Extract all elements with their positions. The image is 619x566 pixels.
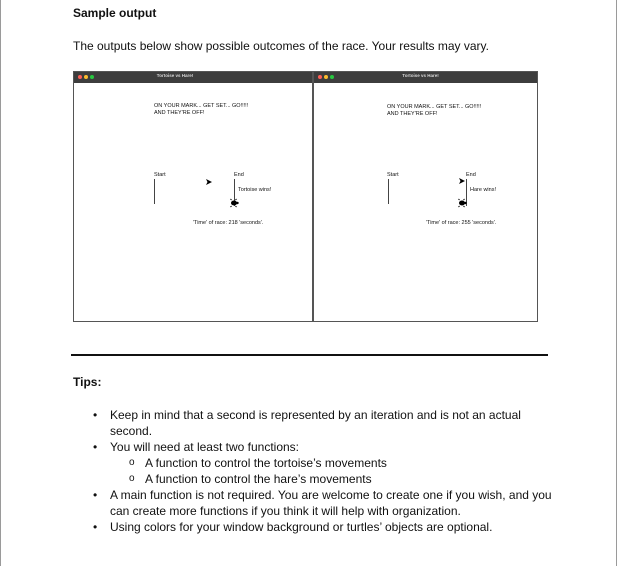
bullet-icon: • xyxy=(93,520,98,534)
tip-text: Using colors for your window background or turtles’ objects are optional. xyxy=(110,520,493,534)
race-start-line2: AND THEY'RE OFF! xyxy=(154,110,205,116)
tip-text: A main function is not required. You are welcome to create one if you wish, and you can create more functions if you think it will help with organization. xyxy=(110,488,552,518)
winner-message: Hare wins! xyxy=(470,187,496,193)
start-label: Start xyxy=(154,172,166,178)
end-label: End xyxy=(234,172,244,178)
tip-text: A function to control the hare’s movements xyxy=(145,472,372,486)
start-line xyxy=(388,179,389,204)
tip-text: Keep in mind that a second is represented by an iteration and is not an actual second. xyxy=(110,408,521,438)
race-start-line1: ON YOUR MARK... GET SET... GO!!!!! xyxy=(387,104,482,110)
window-titlebar xyxy=(314,72,537,83)
circle-bullet-icon: o xyxy=(129,473,135,484)
page-edge-left xyxy=(0,0,1,566)
tips-list xyxy=(93,407,553,535)
sub-list-item xyxy=(93,471,553,487)
bullet-icon: • xyxy=(93,488,98,502)
list-item xyxy=(93,519,553,535)
tip-text: You will need at least two functions: xyxy=(110,440,300,454)
race-time: 'Time' of race: 255 'seconds'. xyxy=(426,220,497,226)
list-item xyxy=(93,439,553,455)
window-title: Tortoise vs Hare! xyxy=(156,73,194,78)
window-title: Tortoise vs Hare! xyxy=(402,73,439,78)
circle-bullet-icon: o xyxy=(129,457,135,468)
tips-heading: Tips: xyxy=(73,375,102,389)
list-item xyxy=(93,407,553,439)
tortoise-icon xyxy=(229,198,239,208)
tortoise-icon xyxy=(457,198,467,208)
bullet-icon: • xyxy=(93,408,98,422)
section-heading: Sample output xyxy=(73,6,157,20)
tip-text: A function to control the tortoise’s movements xyxy=(145,456,387,470)
race-start-line1: ON YOUR MARK... GET SET... GO!!!!! xyxy=(154,103,249,109)
start-label: Start xyxy=(387,172,399,178)
race-start-line2: AND THEY'RE OFF! xyxy=(387,111,438,117)
hare-arrow-icon xyxy=(458,177,466,185)
race-window-hare-wins xyxy=(313,71,538,322)
race-window-tortoise-wins xyxy=(73,71,313,322)
bullet-icon: • xyxy=(93,440,98,454)
race-time: 'Time' of race: 218 'seconds'. xyxy=(193,220,264,226)
start-line xyxy=(154,179,155,204)
list-item xyxy=(93,487,553,519)
sub-list-item xyxy=(93,455,553,471)
window-titlebar xyxy=(74,72,312,83)
intro-paragraph: The outputs below show possible outcomes of the race. Your results may vary. xyxy=(73,39,489,53)
horizontal-rule xyxy=(71,354,548,356)
end-label: End xyxy=(466,172,476,178)
page-edge-right xyxy=(616,0,617,566)
winner-message: Tortoise wins! xyxy=(238,187,272,193)
hare-arrow-icon xyxy=(205,178,213,186)
